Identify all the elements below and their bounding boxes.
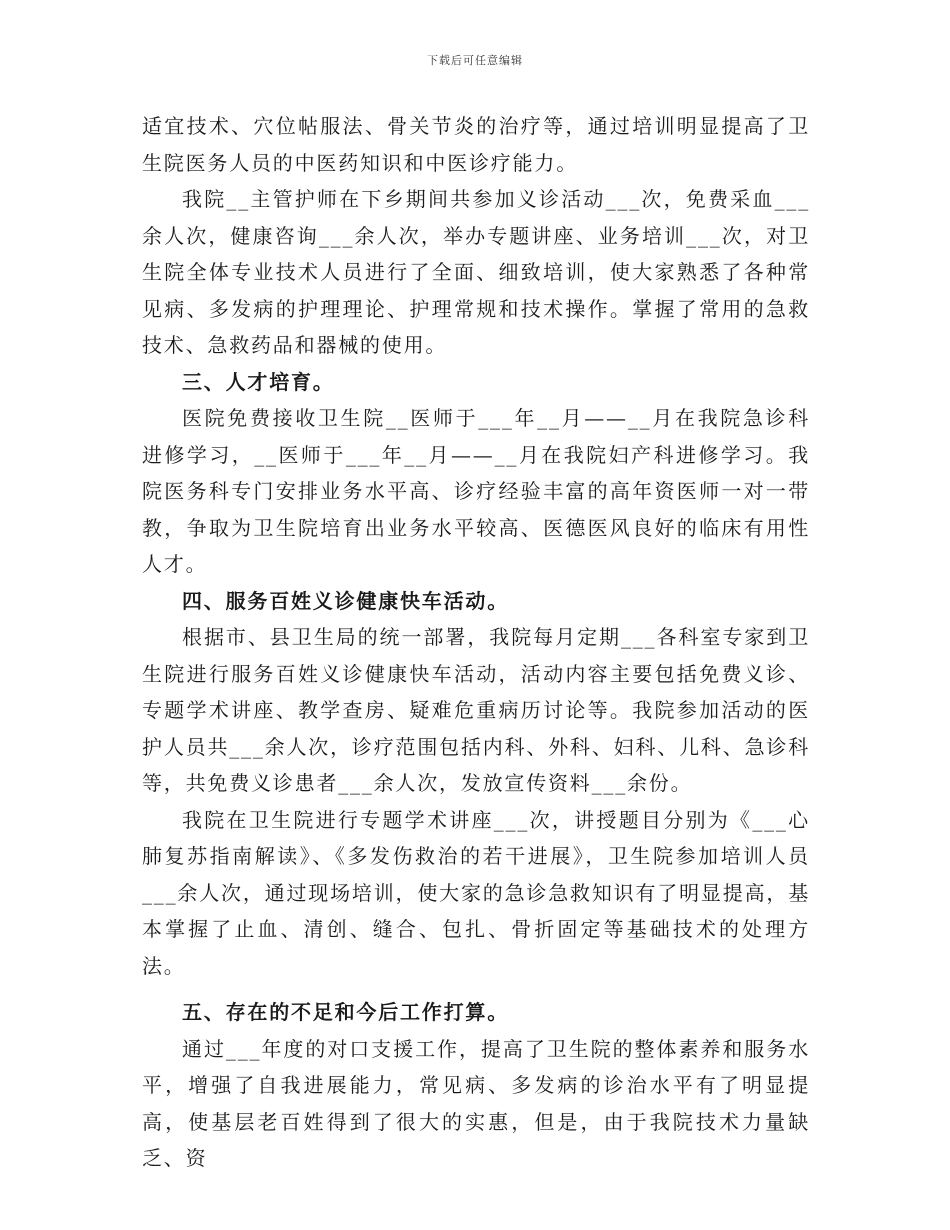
- section-heading-service: 四、服务百姓义诊健康快车活动。: [182, 588, 509, 613]
- document-body: [142, 108, 810, 1177]
- paragraph-service: 根据市、县卫生局的统一部署，我院每月定期___各科室专家到卫生院进行服务百姓义诊健康快车活动，活动内容主要包括免费义诊、专题学术讲座、教学查房、疑难危重病历讨论等。我院参加活动的医护人员共___余人次，诊疗范围包括内科、外科、妇科、儿科、急诊科等，共免费义诊患者___余人次，发放宣传资料___余份。: [142, 625, 810, 795]
- paragraph-talent: 医院免费接收卫生院__医师于___年__月——__月在我院急诊科进修学习，__医师于___年__月——__月在我院妇产科进修学习。我院医务科专门安排业务水平高、诊疗经验丰富的高年资医师一对一带教，争取为卫生院培育出业务水平较高、医德医风良好的临床有用性人才。: [142, 406, 810, 576]
- section-heading-shortcomings: 五、存在的不足和今后工作打算。: [182, 1000, 509, 1024]
- section-heading-talent: 三、人才培育。: [182, 369, 335, 394]
- paragraph-lectures: 我院在卫生院进行专题学术讲座___次，讲授题目分别为《___心肺复苏指南解读》、《多发伤救治的若干进展》，卫生院参加培训人员___余人次，通过现场培训，使大家的急诊急救知识有了明显提高，基本掌握了止血、清创、缝合、包扎、骨折固定等基础技术的处理方法。: [142, 807, 810, 978]
- paragraph-continued: 适宜技术、穴位帖服法、骨关节炎的治疗等，通过培训明显提高了卫生院医务人员的中医药知识和中医诊疗能力。: [142, 114, 810, 175]
- page-header: 下载后可任意编辑: [427, 54, 523, 67]
- paragraph-nursing: 我院__主管护师在下乡期间共参加义诊活动___次，免费采血___余人次，健康咨询___余人次，举办专题讲座、业务培训___次，对卫生院全体专业技术人员进行了全面、细致培训，使大家熟悉了各种常见病、多发病的护理理论、护理常规和技术操作。掌握了常用的急救技术、急救药品和器械的使用。: [142, 187, 810, 357]
- paragraph-shortcomings: 通过___年度的对口支援工作，提高了卫生院的整体素养和服务水平，增强了自我进展能力，常见病、多发病的诊治水平有了明显提高，使基层老百姓得到了很大的实惠，但是，由于我院技术力量缺乏、资: [142, 1036, 810, 1170]
